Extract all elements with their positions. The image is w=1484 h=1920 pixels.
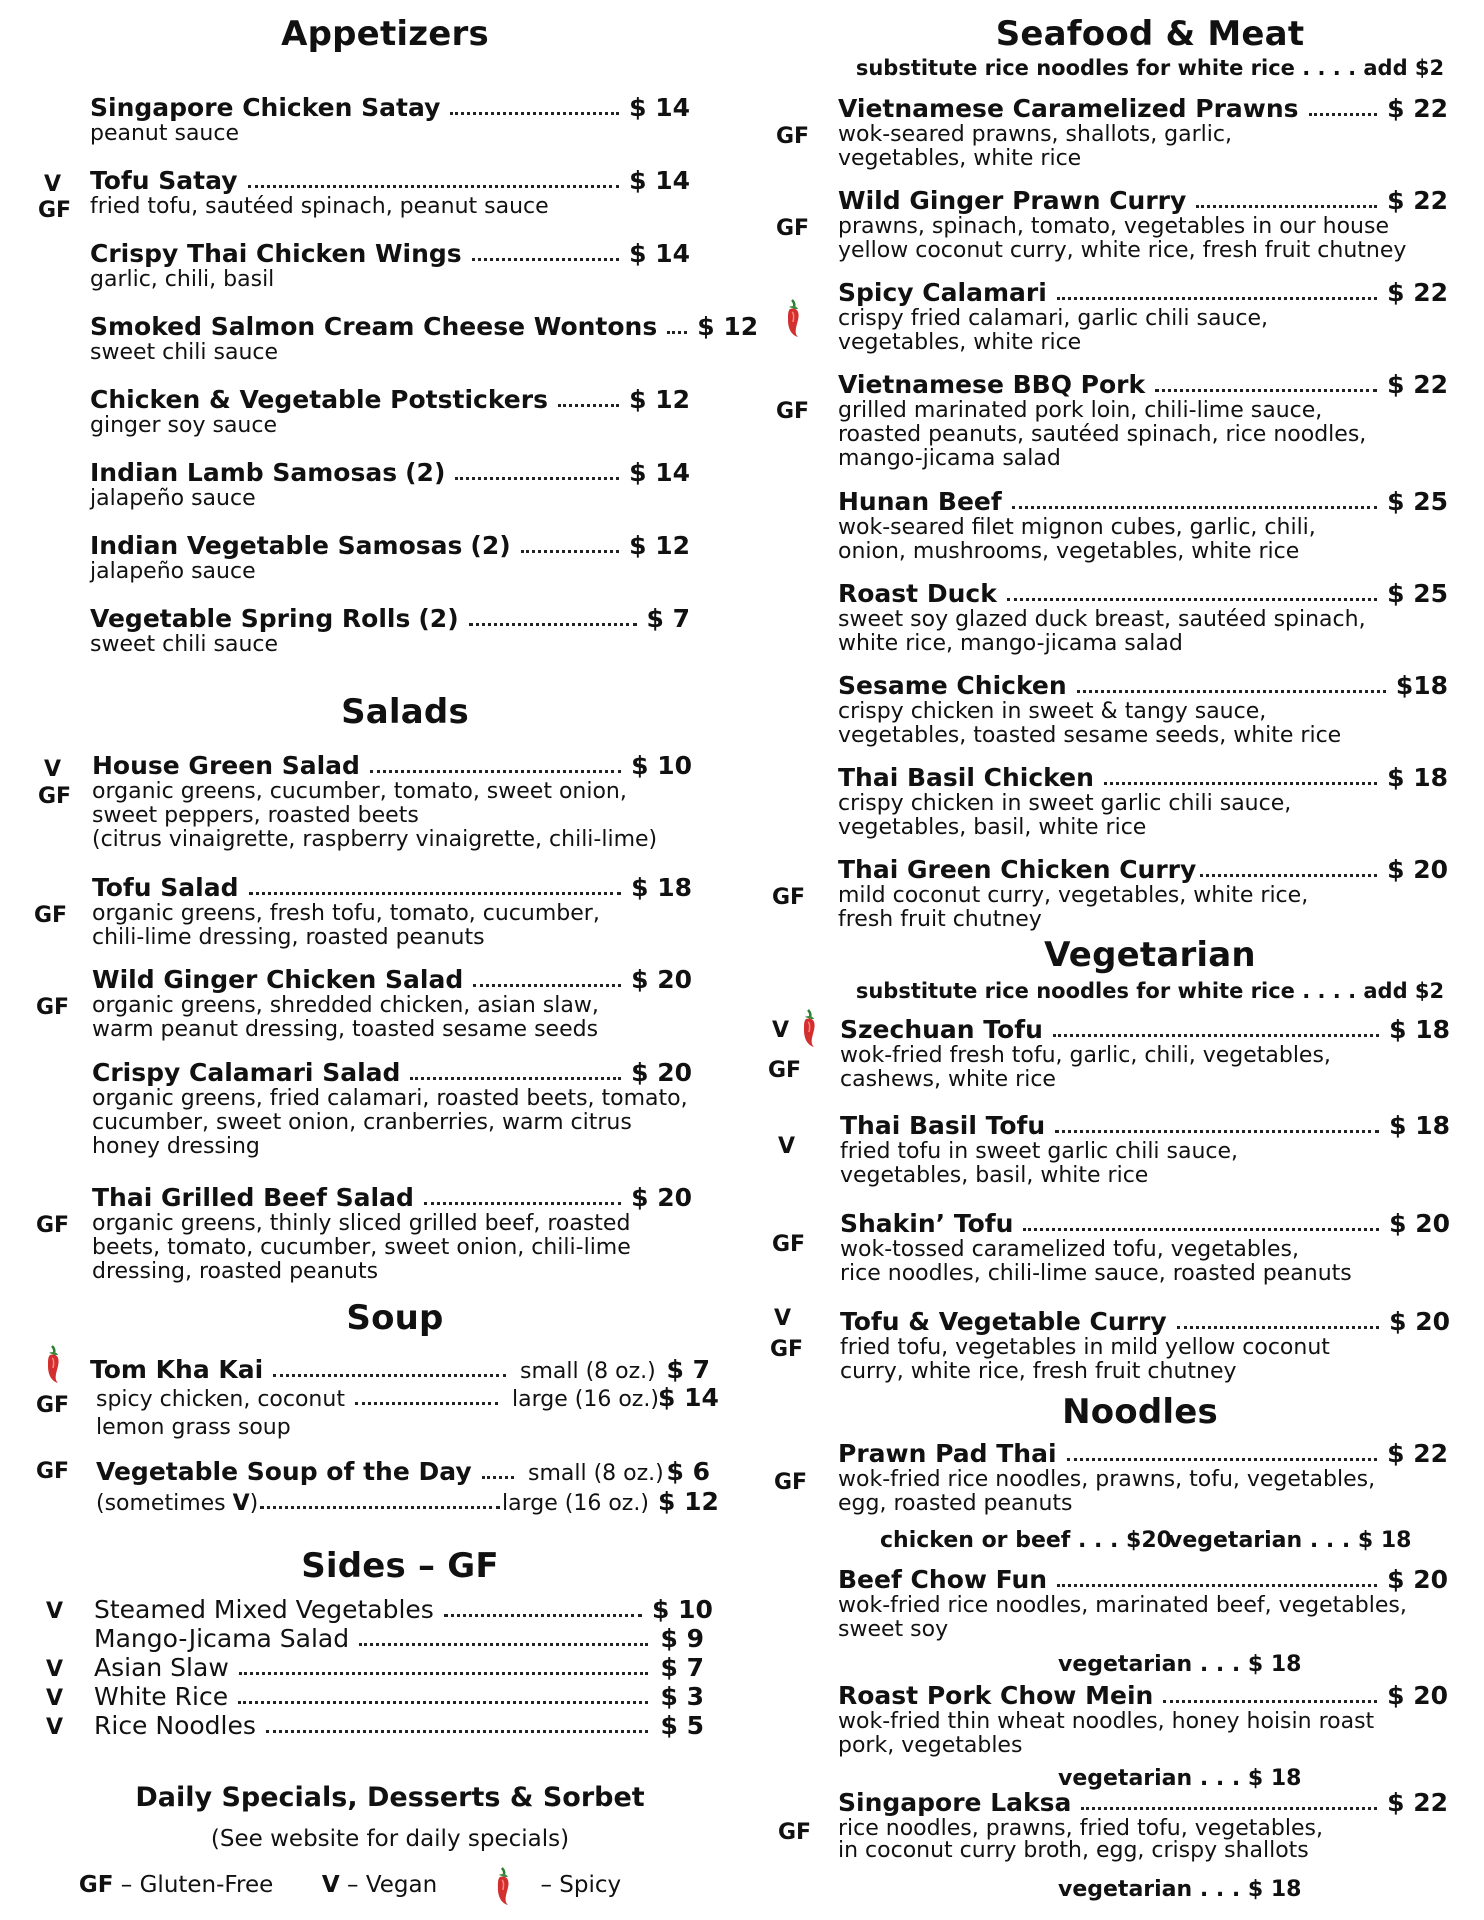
- variant-price: vegetarian . . . $ 18: [1058, 1766, 1302, 1791]
- spicy-chili-icon: [782, 298, 804, 338]
- vegan-tag: V: [778, 1134, 796, 1159]
- item-description: roasted peanuts, sautéed spinach, rice noodles,: [838, 422, 1367, 447]
- spicy-chili-icon: [492, 1866, 514, 1906]
- item-description: in coconut curry broth, egg, crispy shallots: [838, 1838, 1309, 1863]
- price: $ 18: [1389, 1111, 1450, 1140]
- gluten-free-tag: GF: [768, 1058, 802, 1083]
- price: $18: [1395, 671, 1448, 700]
- item-description: wok-fried rice noodles, prawns, tofu, vegetables,: [838, 1467, 1376, 1492]
- price: $ 7: [646, 604, 690, 633]
- gluten-free-tag: GF: [776, 399, 810, 424]
- price: $ 22: [1387, 1788, 1448, 1817]
- item-description: honey dressing: [92, 1134, 260, 1159]
- gluten-free-tag: GF: [776, 124, 810, 149]
- item-description: chili-lime dressing, roasted peanuts: [92, 925, 485, 950]
- gluten-free-tag: GF: [36, 995, 70, 1020]
- price: $ 22: [1387, 1439, 1448, 1468]
- gluten-free-tag: GF: [772, 1232, 806, 1257]
- gluten-free-tag: GF: [38, 198, 72, 223]
- item-description: vegetables, toasted sesame seeds, white rice: [838, 723, 1342, 748]
- item-description: egg, roasted peanuts: [838, 1491, 1073, 1516]
- item-description: jalapeño sauce: [90, 486, 256, 511]
- price: $ 18: [1389, 1015, 1450, 1044]
- gluten-free-tag: GF: [36, 1213, 70, 1238]
- substitute-note: substitute rice noodles for white rice . . . . add $2: [855, 56, 1445, 80]
- item-description: wok-fried rice noodles, marinated beef, vegetables,: [838, 1593, 1407, 1618]
- item-description: prawns, spinach, tomato, vegetables in our house: [838, 214, 1389, 239]
- price: $ 3: [660, 1682, 704, 1711]
- item-description: vegetables, white rice: [838, 146, 1082, 171]
- item-description: sweet chili sauce: [90, 632, 279, 657]
- price: $ 22: [1387, 370, 1448, 399]
- soup-title: Soup: [346, 1298, 444, 1338]
- price: $ 10: [631, 751, 692, 780]
- spicy-chili-icon: [42, 1344, 64, 1384]
- variant-price: vegetarian . . . $ 18: [1168, 1528, 1412, 1553]
- item-description: organic greens, fresh tofu, tomato, cucumber,: [92, 901, 600, 926]
- variant-price: chicken or beef . . . $20: [880, 1528, 1172, 1553]
- item-description: crispy chicken in sweet garlic chili sauce,: [838, 791, 1292, 816]
- vegan-tag: V: [46, 1686, 64, 1711]
- price: $ 20: [1387, 855, 1448, 884]
- vegetarian-title: Vegetarian: [1044, 935, 1256, 975]
- price: $ 25: [1387, 579, 1448, 608]
- price: $ 14: [658, 1383, 719, 1412]
- price: $ 20: [631, 1058, 692, 1087]
- vegan-tag: V: [774, 1306, 792, 1331]
- price: $ 20: [1389, 1209, 1450, 1238]
- gluten-free-tag: GF: [772, 885, 806, 910]
- price: $ 14: [629, 166, 690, 195]
- item-description: sweet peppers, roasted beets: [92, 803, 419, 828]
- price: $ 18: [631, 873, 692, 902]
- price: $ 20: [1389, 1307, 1450, 1336]
- price: $ 12: [658, 1487, 719, 1516]
- item-description: sweet soy glazed duck breast, sautéed spinach,: [838, 607, 1366, 632]
- item-description: rice noodles, chili-lime sauce, roasted peanuts: [840, 1261, 1352, 1286]
- price: $ 20: [1387, 1681, 1448, 1710]
- daily-specials-heading: Daily Specials, Desserts & Sorbet: [135, 1782, 645, 1813]
- price: $ 12: [697, 312, 759, 341]
- item-description: wok-seared prawns, shallots, garlic,: [838, 122, 1232, 147]
- substitute-note: substitute rice noodles for white rice . . . . add $2: [855, 979, 1445, 1003]
- item-description: wok-fried thin wheat noodles, honey hoisin roast: [838, 1709, 1375, 1734]
- item-description: fried tofu, sautéed spinach, peanut sauce: [90, 194, 549, 219]
- price: $ 22: [1387, 94, 1448, 123]
- price: $ 18: [1387, 763, 1448, 792]
- item-description: curry, white rice, fresh fruit chutney: [840, 1359, 1237, 1384]
- spicy-chili-icon: [798, 1008, 820, 1048]
- item-description: vegetables, white rice: [838, 330, 1082, 355]
- gluten-free-tag: GF: [778, 1820, 812, 1845]
- item-description: garlic, chili, basil: [90, 267, 275, 292]
- legend: GF – Gluten-Free V – Vegan – Spicy: [79, 1866, 621, 1906]
- price: $ 10: [652, 1595, 713, 1624]
- price: $ 7: [666, 1355, 710, 1384]
- item-description: crispy fried calamari, garlic chili sauce,: [838, 306, 1268, 331]
- price: $ 12: [629, 385, 690, 414]
- item-description: fresh fruit chutney: [838, 907, 1042, 932]
- gluten-free-tag: GF: [776, 216, 810, 241]
- item-description: fried tofu, vegetables in mild yellow coconut: [840, 1335, 1330, 1360]
- price: $ 9: [660, 1624, 704, 1653]
- vegan-tag: V: [772, 1018, 790, 1043]
- salads-title: Salads: [341, 692, 469, 732]
- price: $ 22: [1387, 186, 1448, 215]
- item-description: jalapeño sauce: [90, 559, 256, 584]
- item-description: organic greens, fried calamari, roasted beets, tomato,: [92, 1086, 688, 1111]
- item-description: mild coconut curry, vegetables, white rice,: [838, 883, 1309, 908]
- price: $ 22: [1387, 278, 1448, 307]
- vegan-tag: V: [44, 757, 62, 782]
- item-description: sweet chili sauce: [90, 340, 279, 365]
- noodles-title: Noodles: [1062, 1392, 1218, 1432]
- item-description: crispy chicken in sweet & tangy sauce,: [838, 699, 1267, 724]
- gluten-free-tag: GF: [34, 903, 68, 928]
- vegan-tag: V: [46, 1715, 64, 1740]
- gluten-free-tag: GF: [770, 1337, 804, 1362]
- gluten-free-tag: GF: [774, 1470, 808, 1495]
- item-description: yellow coconut curry, white rice, fresh fruit chutney: [838, 238, 1407, 263]
- item-description: white rice, mango-jicama salad: [838, 631, 1183, 656]
- item-description: fried tofu in sweet garlic chili sauce,: [840, 1139, 1239, 1164]
- item-description: peanut sauce: [90, 121, 240, 146]
- item-description: (citrus vinaigrette, raspberry vinaigrette, chili-lime): [92, 827, 658, 852]
- price: $ 20: [631, 1183, 692, 1212]
- price: $ 20: [1387, 1565, 1448, 1594]
- item-description: lemon grass soup: [96, 1415, 291, 1440]
- vegan-tag: V: [44, 172, 62, 197]
- item-description: mango-jicama salad: [838, 446, 1061, 471]
- item-description: onion, mushrooms, vegetables, white rice: [838, 539, 1300, 564]
- item-description: cucumber, sweet onion, cranberries, warm citrus: [92, 1110, 632, 1135]
- gluten-free-tag: GF: [36, 1459, 70, 1484]
- seafood-meat-title: Seafood & Meat: [995, 14, 1305, 54]
- price: $ 12: [629, 531, 690, 560]
- item-description: wok-fried fresh tofu, garlic, chili, vegetables,: [840, 1043, 1331, 1068]
- sides-title: Sides – GF: [301, 1546, 499, 1586]
- vegan-tag: V: [46, 1657, 64, 1682]
- price: $ 25: [1387, 487, 1448, 516]
- price: $ 14: [629, 239, 690, 268]
- item-description: organic greens, thinly sliced grilled beef, roasted: [92, 1211, 631, 1236]
- item-description: cashews, white rice: [840, 1067, 1056, 1092]
- item-description: organic greens, shredded chicken, asian slaw,: [92, 993, 599, 1018]
- item-description: rice noodles, prawns, fried tofu, vegetables,: [838, 1816, 1323, 1841]
- item-description: wok-seared filet mignon cubes, garlic, chili,: [838, 515, 1316, 540]
- appetizers-title: Appetizers: [281, 14, 489, 54]
- item-description: sweet soy: [838, 1617, 949, 1642]
- item-description: grilled marinated pork loin, chili-lime sauce,: [838, 398, 1323, 423]
- item-description: ginger soy sauce: [90, 413, 278, 438]
- item-description: vegetables, basil, white rice: [838, 815, 1147, 840]
- item-description: vegetables, basil, white rice: [840, 1163, 1149, 1188]
- price: $ 7: [660, 1653, 704, 1682]
- variant-price: vegetarian . . . $ 18: [1058, 1877, 1302, 1902]
- item-description: beets, tomato, cucumber, sweet onion, chili-lime: [92, 1235, 631, 1260]
- vegan-tag: V: [46, 1599, 64, 1624]
- gluten-free-tag: GF: [38, 784, 72, 809]
- gluten-free-tag: GF: [36, 1393, 70, 1418]
- item-description: (sometimes V): [96, 1491, 259, 1516]
- item-description: warm peanut dressing, toasted sesame seeds: [92, 1017, 599, 1042]
- price: $ 20: [631, 965, 692, 994]
- price: $ 14: [629, 458, 690, 487]
- variant-price: vegetarian . . . $ 18: [1058, 1652, 1302, 1677]
- item-description: wok-tossed caramelized tofu, vegetables,: [840, 1237, 1299, 1262]
- item-description: organic greens, cucumber, tomato, sweet onion,: [92, 779, 627, 804]
- price: $ 6: [666, 1457, 710, 1486]
- item-description: dressing, roasted peanuts: [92, 1259, 379, 1284]
- price: $ 5: [660, 1711, 704, 1740]
- item-description: pork, vegetables: [838, 1733, 1023, 1758]
- daily-specials-note: (See website for daily specials): [210, 1826, 570, 1852]
- price: $ 14: [629, 93, 690, 122]
